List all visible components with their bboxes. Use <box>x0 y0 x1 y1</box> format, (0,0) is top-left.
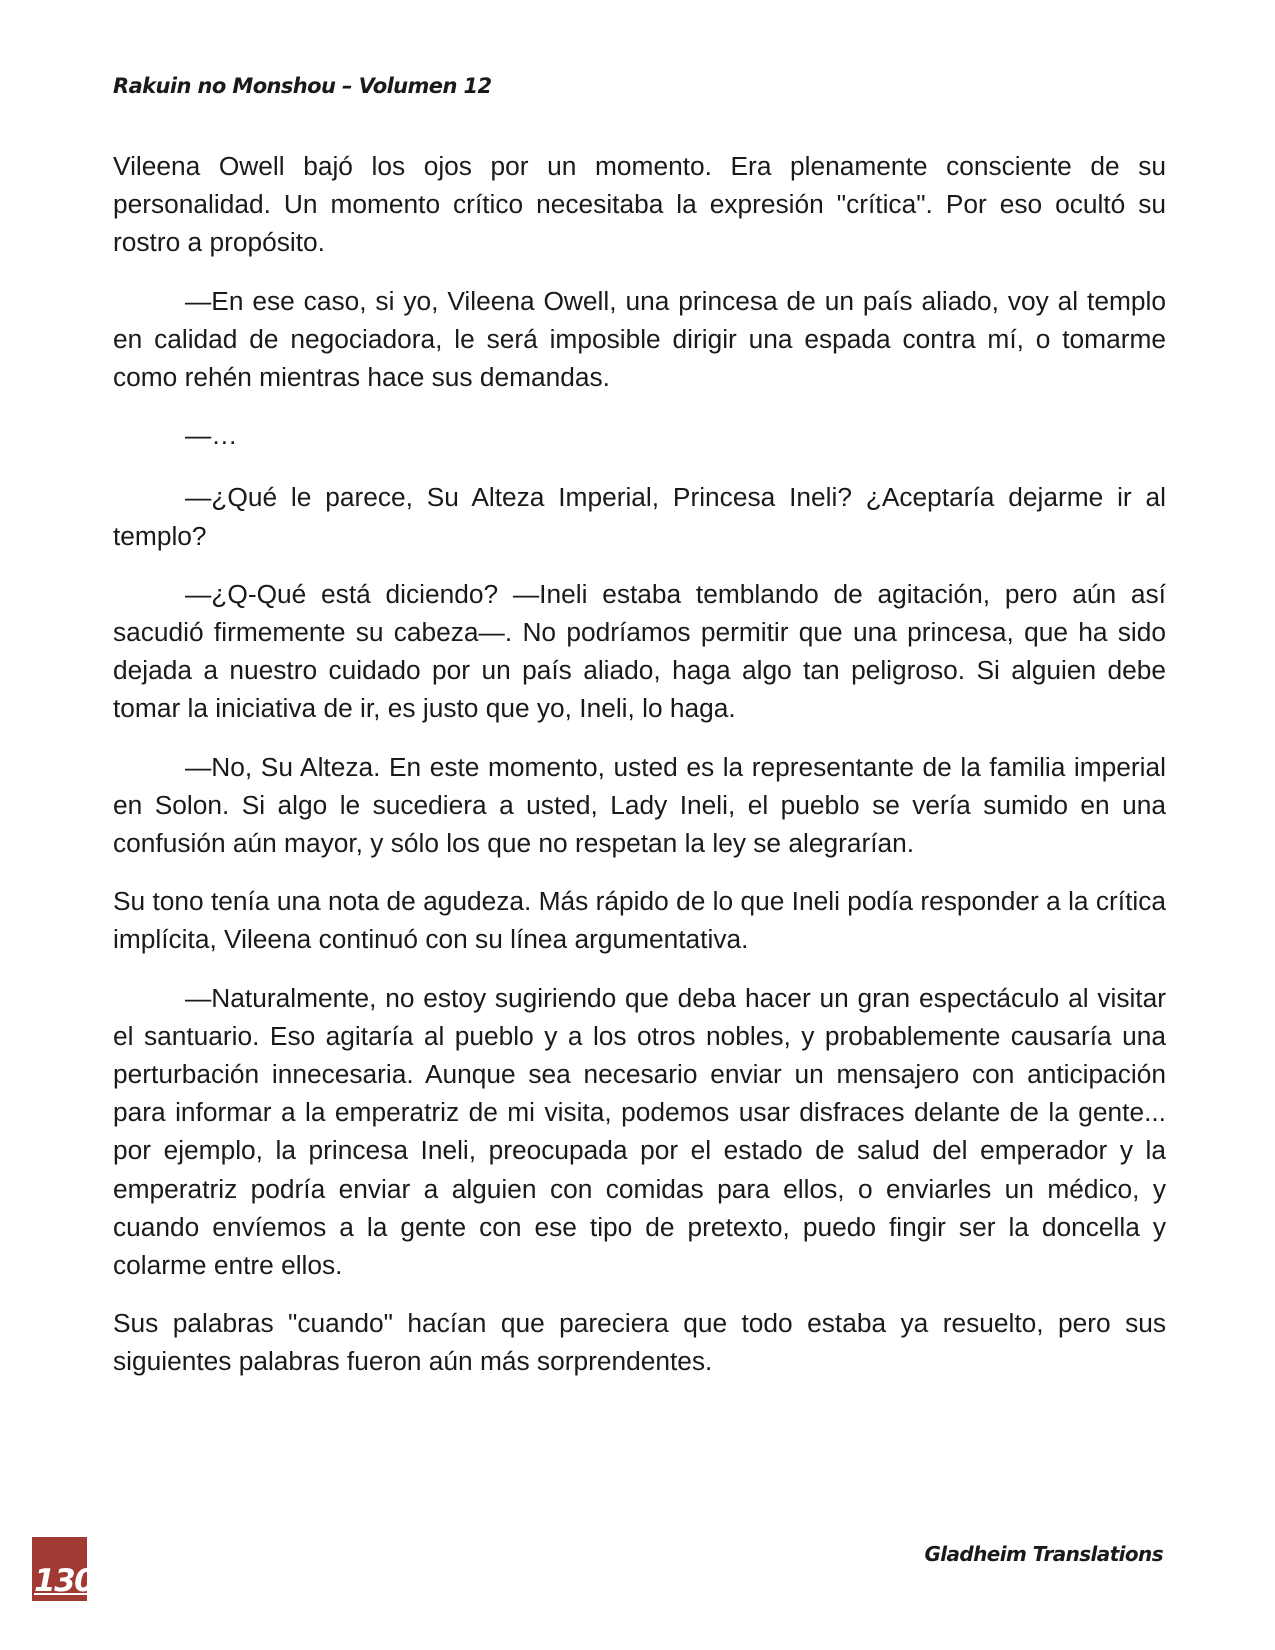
dialogue-paragraph: —¿Qué le parece, Su Alteza Imperial, Princesa Ineli? ¿Aceptaría dejarme ir al templo? <box>113 482 1166 551</box>
dialogue-paragraph: —¿Q-Qué está diciendo? —Ineli estaba temblando de agitación, pero aún así sacudió firmemente su cabeza—. No podríamos permitir que una princesa, que ha sido dejada a nuestro cuidado por un país aliado, haga algo tan peligroso. Si alguien debe tomar la iniciativa de ir, es justo que yo, Ineli, lo haga. <box>113 578 1166 724</box>
translator-credit: Gladheim Translations <box>924 1542 1163 1566</box>
paragraph: Sus palabras "cuando" hacían que pareciera que todo estaba ya resuelto, pero sus siguientes palabras fueron aún más sorprendentes. <box>113 1308 1166 1377</box>
page-number-box <box>32 1537 95 1601</box>
running-header: Rakuin no Monshou – Volumen 12 <box>113 74 492 98</box>
dialogue-paragraph: —No, Su Alteza. En este momento, usted es la representante de la familia imperial en Solon. Si algo le sucediera a usted, Lady Ineli, el pueblo se vería sumido en una confusión aún mayor, y sólo los que no respetan la ley se alegrarían. <box>113 751 1166 859</box>
page-number: 130 <box>34 1563 95 1599</box>
paragraph: Su tono tenía una nota de agudeza. Más rápido de lo que Ineli podía responder a la crítica implícita, Vileena continuó con su línea argumentativa. <box>113 886 1166 955</box>
paragraph: Vileena Owell bajó los ojos por un momento. Era plenamente consciente de su personalidad. Un momento crítico necesitaba la expresión "crítica". Por eso ocultó su rostro a propósito. <box>113 151 1166 258</box>
body-text <box>113 147 1166 1401</box>
dialogue-paragraph: —En ese caso, si yo, Vileena Owell, una princesa de un país aliado, voy al templo en calidad de negociadora, le será imposible dirigir una espada contra mí, o tomarme como rehén mientras hace sus demandas. <box>113 285 1166 393</box>
dialogue-paragraph: —Naturalmente, no estoy sugiriendo que deba hacer un gran espectáculo al visitar el santuario. Eso agitaría al pueblo y a los otros nobles, y probablemente causaría una perturbación innecesaria. Aunque sea necesario enviar un mensajero con anticipación para informar a la emperatriz de mi visita, podemos usar disfraces delante de la gente... por ejemplo, la princesa Ineli, preocupada por el estado de salud del emperador y la emperatriz podría enviar a alguien con comidas para ellos, o enviarles un médico, y cuando envíemos a la gente con ese tipo de pretexto, puedo fingir ser la doncella y colarme entre ellos. <box>113 982 1166 1281</box>
dialogue-paragraph: —… <box>185 420 238 451</box>
